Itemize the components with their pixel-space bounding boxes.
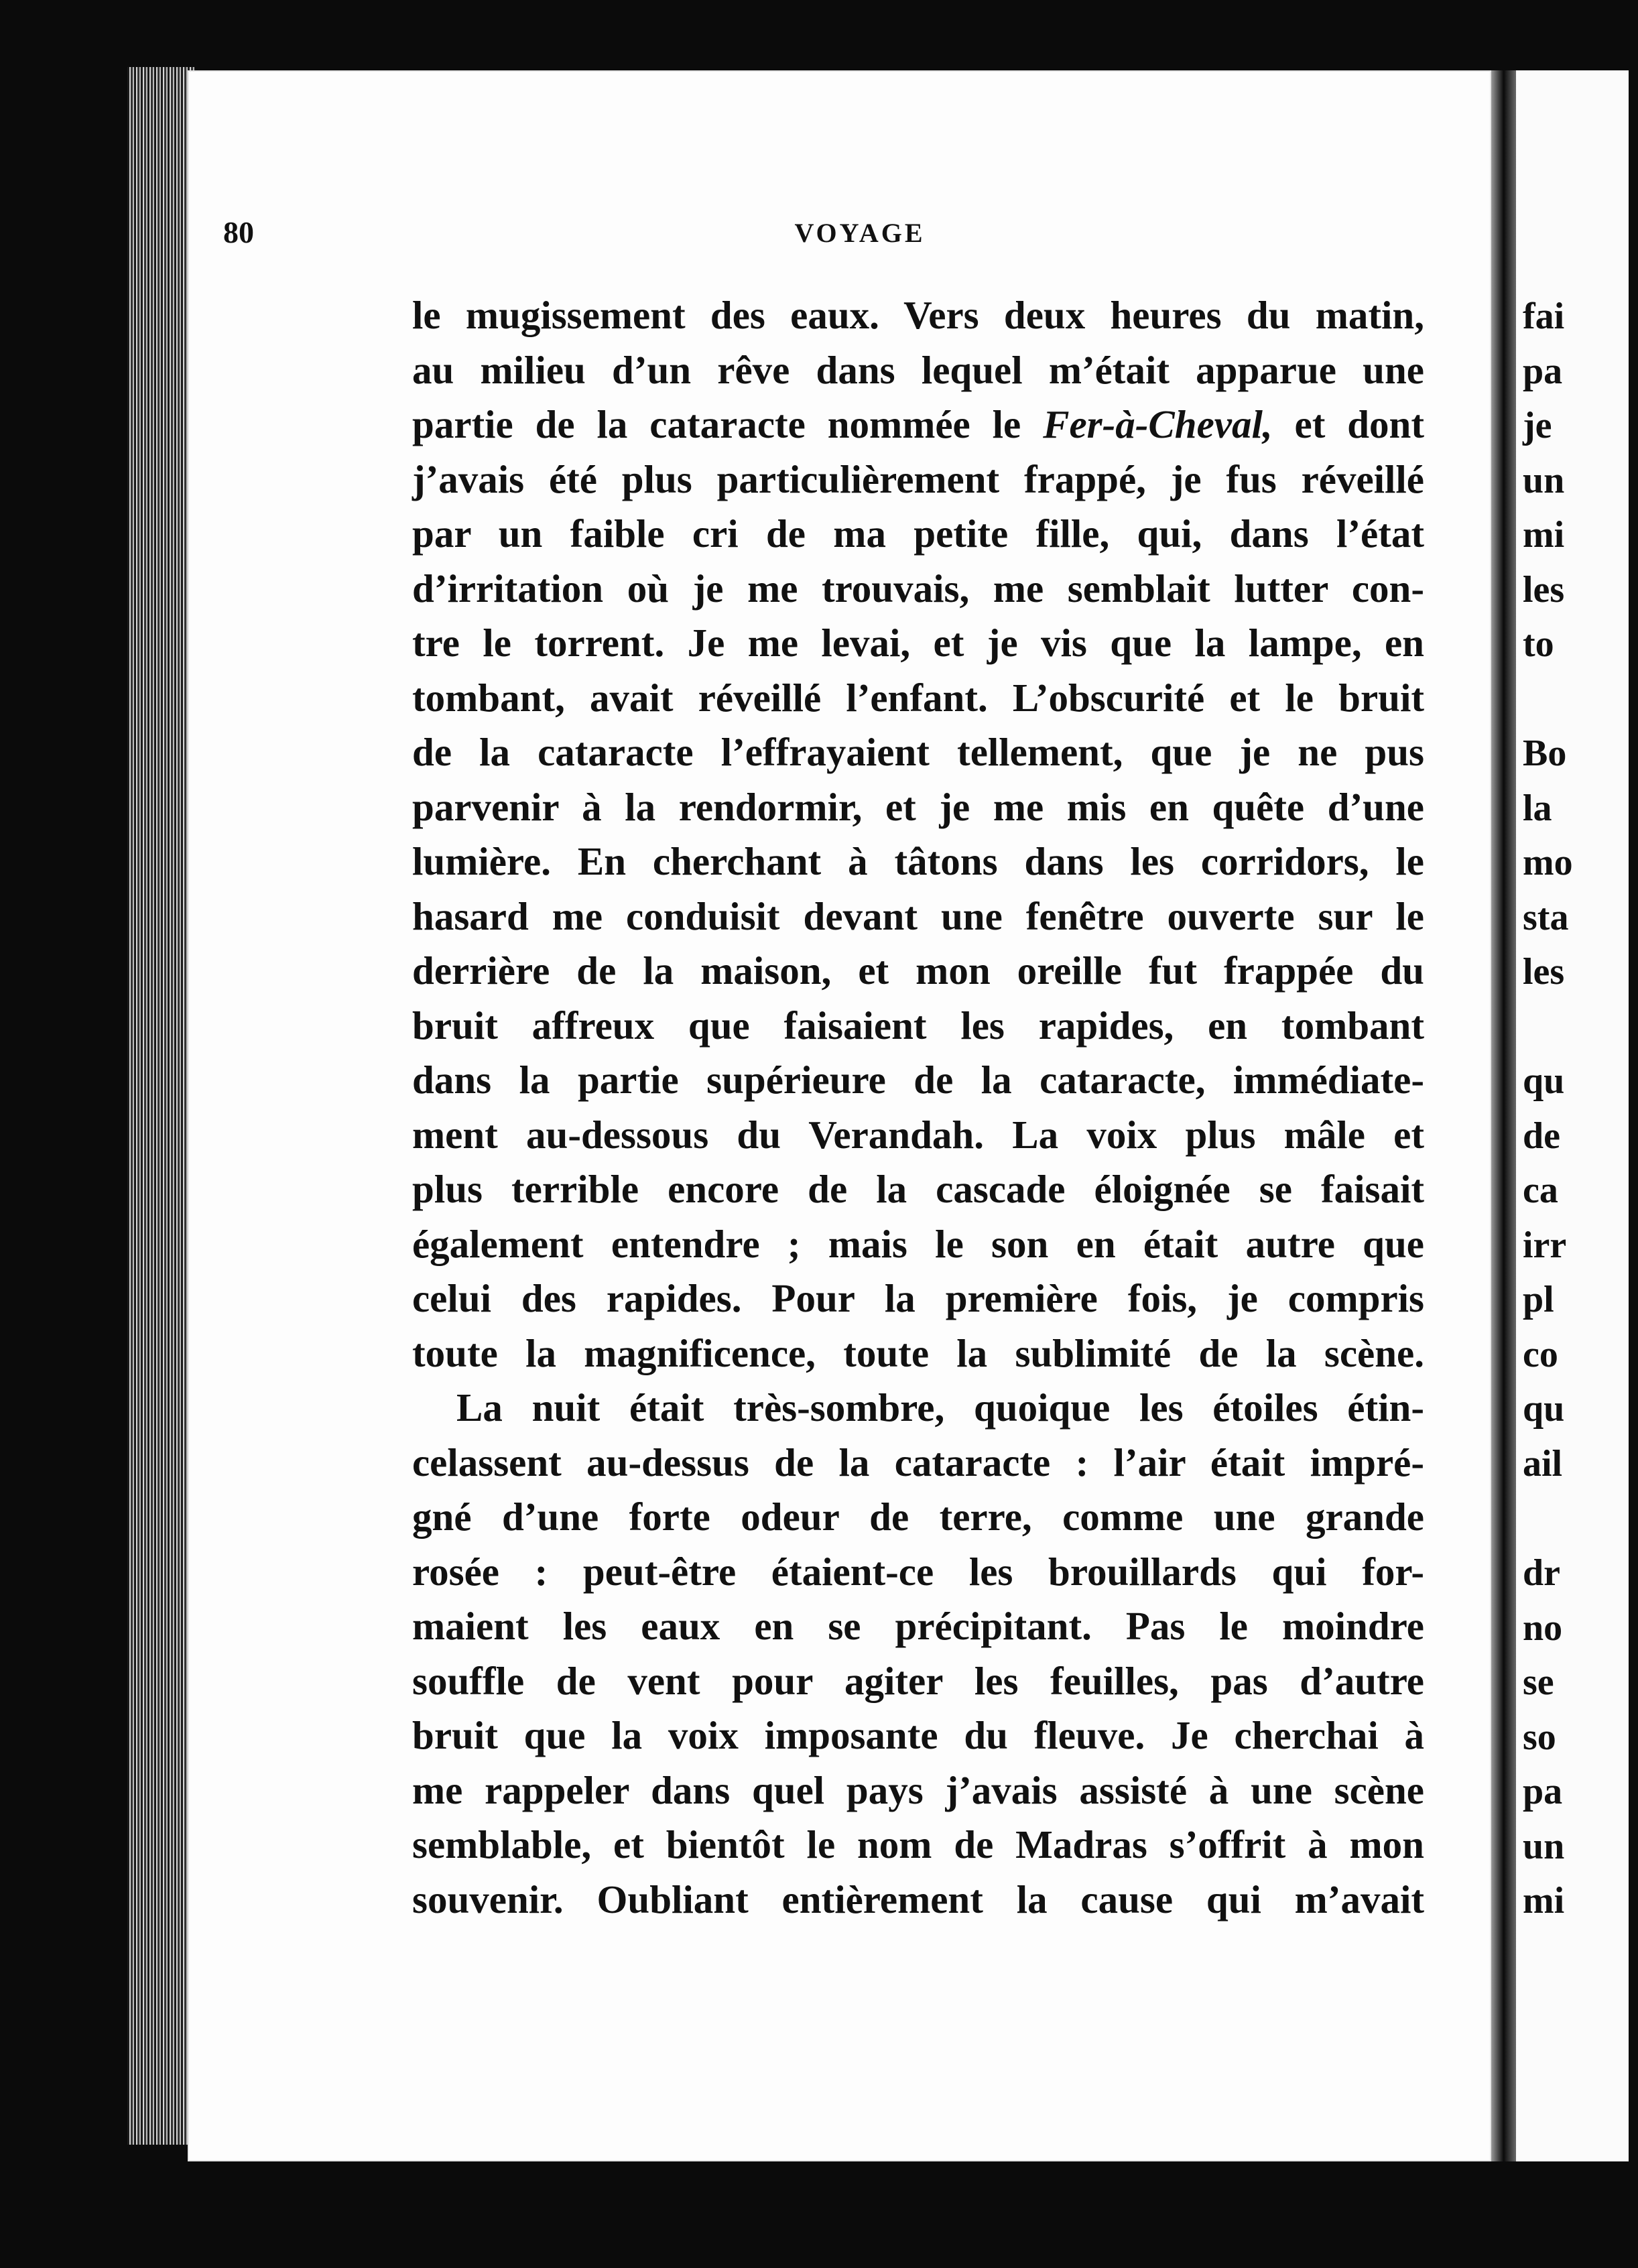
text-line: parvenir à la rendormir, et je me mis en quête d’une (412, 784, 1424, 829)
facing-page-fragment: mi (1523, 514, 1565, 556)
facing-page-fragment: pa (1523, 1771, 1563, 1812)
book-spine (127, 67, 194, 2145)
text-segment: partie de la cataracte nommée le (412, 402, 1021, 446)
facing-page-fragment: je (1523, 405, 1552, 446)
text-line: d’irritation où je me trouvais, me semblait lutter con- (412, 566, 1424, 611)
text-line-with-italic (412, 397, 1424, 452)
text-line: me rappeler dans quel pays j’avais assisté à une scène (412, 1767, 1424, 1812)
body-text (412, 288, 1424, 1927)
text-line: dans la partie supérieure de la cataracte, immédiate- (412, 1058, 1424, 1102)
text-line: ment au-dessous du Verandah. La voix plus mâle et (412, 1112, 1424, 1157)
facing-page-fragment: so (1523, 1716, 1556, 1758)
text-line: de la cataracte l’effrayaient tellement, que je ne pus (412, 730, 1424, 774)
text-line: rosée : peut-être étaient-ce les brouillards qui for- (412, 1549, 1424, 1594)
italic-place-name: Fer-à-Cheval, (1043, 402, 1273, 446)
text-line: j’avais été plus particulièrement frappé, je fus réveillé (412, 456, 1424, 501)
text-line: par un faible cri de ma petite fille, qui, dans l’état (412, 511, 1424, 556)
text-line: toute la magnificence, toute la sublimité de la scène. (412, 1330, 1424, 1375)
facing-page-fragment: pl (1523, 1279, 1554, 1320)
text-line: celassent au-dessus de la cataracte : l’air était impré- (412, 1440, 1424, 1485)
facing-page-fragment: dr (1523, 1552, 1560, 1594)
text-line: gné d’une forte odeur de terre, comme une grande (412, 1495, 1424, 1539)
running-title: VOYAGE (794, 218, 926, 248)
text-line: bruit affreux que faisaient les rapides, en tombant (412, 1003, 1424, 1048)
facing-page-fragment: la (1523, 788, 1552, 829)
page-header (223, 214, 1423, 261)
facing-page-fragment: se (1523, 1661, 1554, 1703)
facing-page-fragment: un (1523, 1826, 1565, 1867)
text-segment: et dont (1294, 402, 1425, 446)
text-line: le mugissement des eaux. Vers deux heures du matin, (412, 293, 1424, 337)
facing-page-edge (1516, 70, 1638, 2161)
text-line: maient les eaux en se précipitant. Pas le moindre (412, 1604, 1424, 1648)
facing-page-fragment: mi (1523, 1880, 1565, 1922)
page-number: 80 (223, 215, 254, 249)
facing-page-fragment: irr (1523, 1224, 1567, 1266)
text-line: hasard me conduisit devant une fenêtre ouverte sur le (412, 893, 1424, 938)
facing-page-fragment: to (1523, 623, 1554, 665)
text-line: plus terrible encore de la cascade éloignée se faisait (412, 1167, 1424, 1211)
facing-page-fragment: sta (1523, 897, 1569, 938)
text-line: souvenir. Oubliant entièrement la cause qui m’avait (412, 1877, 1424, 1922)
text-line: souffle de vent pour agiter les feuilles, pas d’autre (412, 1658, 1424, 1703)
facing-page-fragment: de (1523, 1115, 1560, 1157)
facing-page-fragment: ail (1523, 1443, 1563, 1485)
text-line: semblable, et bientôt le nom de Madras s’offrit à mon (412, 1822, 1424, 1867)
facing-page-fragment: pa (1523, 351, 1563, 392)
paragraph-start-line: La nuit était très-sombre, quoique les étoiles étin- (456, 1385, 1424, 1430)
facing-page-fragment: un (1523, 460, 1565, 501)
facing-page-fragment: fai (1523, 296, 1565, 337)
facing-page-fragment: qu (1523, 1060, 1565, 1102)
facing-page-fragment: qu (1523, 1388, 1565, 1430)
text-line: derrière de la maison, et mon oreille fut frappée du (412, 948, 1424, 993)
text-line: au milieu d’un rêve dans lequel m’était apparue une (412, 347, 1424, 392)
text-line: lumière. En cherchant à tâtons dans les corridors, le (412, 839, 1424, 883)
text-line: tre le torrent. Je me levai, et je vis que la lampe, en (412, 621, 1424, 665)
facing-page-fragment: ca (1523, 1170, 1558, 1211)
text-line: bruit que la voix imposante du fleuve. Je cherchai à (412, 1713, 1424, 1757)
scan-edge (1629, 0, 1638, 2268)
text-line: également entendre ; mais le son en était autre que (412, 1221, 1424, 1266)
facing-page-fragment: co (1523, 1334, 1558, 1375)
facing-page-fragment: les (1523, 569, 1565, 611)
facing-page-fragment: mo (1523, 842, 1573, 883)
facing-page-fragment: no (1523, 1607, 1563, 1649)
facing-page-fragment: les (1523, 951, 1565, 993)
gutter-shadow (1491, 70, 1516, 2161)
facing-page-fragment: Bo (1523, 733, 1567, 774)
text-line: celui des rapides. Pour la première fois, je compris (412, 1276, 1424, 1320)
text-line: tombant, avait réveillé l’enfant. L’obscurité et le bruit (412, 675, 1424, 720)
